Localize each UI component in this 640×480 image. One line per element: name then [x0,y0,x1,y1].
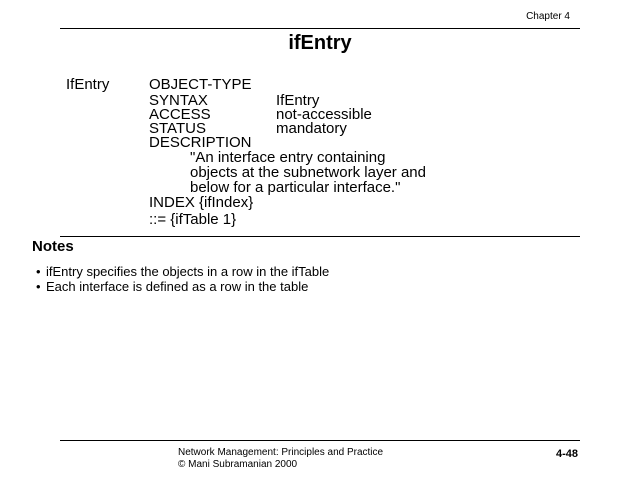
footer-copyright: © Mani Subramanian 2000 [178,459,298,470]
top-divider [60,28,580,29]
note-item [36,279,308,294]
object-type: OBJECT-TYPE [149,76,252,93]
access-key: ACCESS [149,106,211,123]
syntax-key: SYNTAX [149,92,208,109]
page-number: 4-48 [556,448,579,460]
index-line: INDEX {ifIndex} [149,194,254,211]
syntax-value: IfEntry [276,92,320,109]
description-key: DESCRIPTION [149,134,252,151]
notes-divider [60,236,580,237]
chapter-label: Chapter 4 [526,11,570,22]
assignment-line: ::= {ifTable 1} [149,211,237,228]
note-text: Each interface is defined as a row in the table [46,279,309,294]
description-line: below for a particular interface." [190,179,401,196]
status-value: mandatory [276,120,347,137]
footer-book-title: Network Management: Principles and Practice [178,447,384,458]
access-value: not-accessible [276,106,372,123]
bullet-icon: • [36,279,41,294]
description-line: "An interface entry containing [190,149,386,166]
slide-title: ifEntry [288,32,352,54]
object-name: IfEntry [66,76,110,93]
notes-title: Notes [32,238,74,255]
description-line: objects at the subnetwork layer and [190,164,426,181]
status-key: STATUS [149,120,206,137]
note-text: ifEntry specifies the objects in a row in the ifTable [46,264,330,279]
note-item [36,264,329,279]
footer-divider [60,440,580,441]
bullet-icon: • [36,264,41,279]
